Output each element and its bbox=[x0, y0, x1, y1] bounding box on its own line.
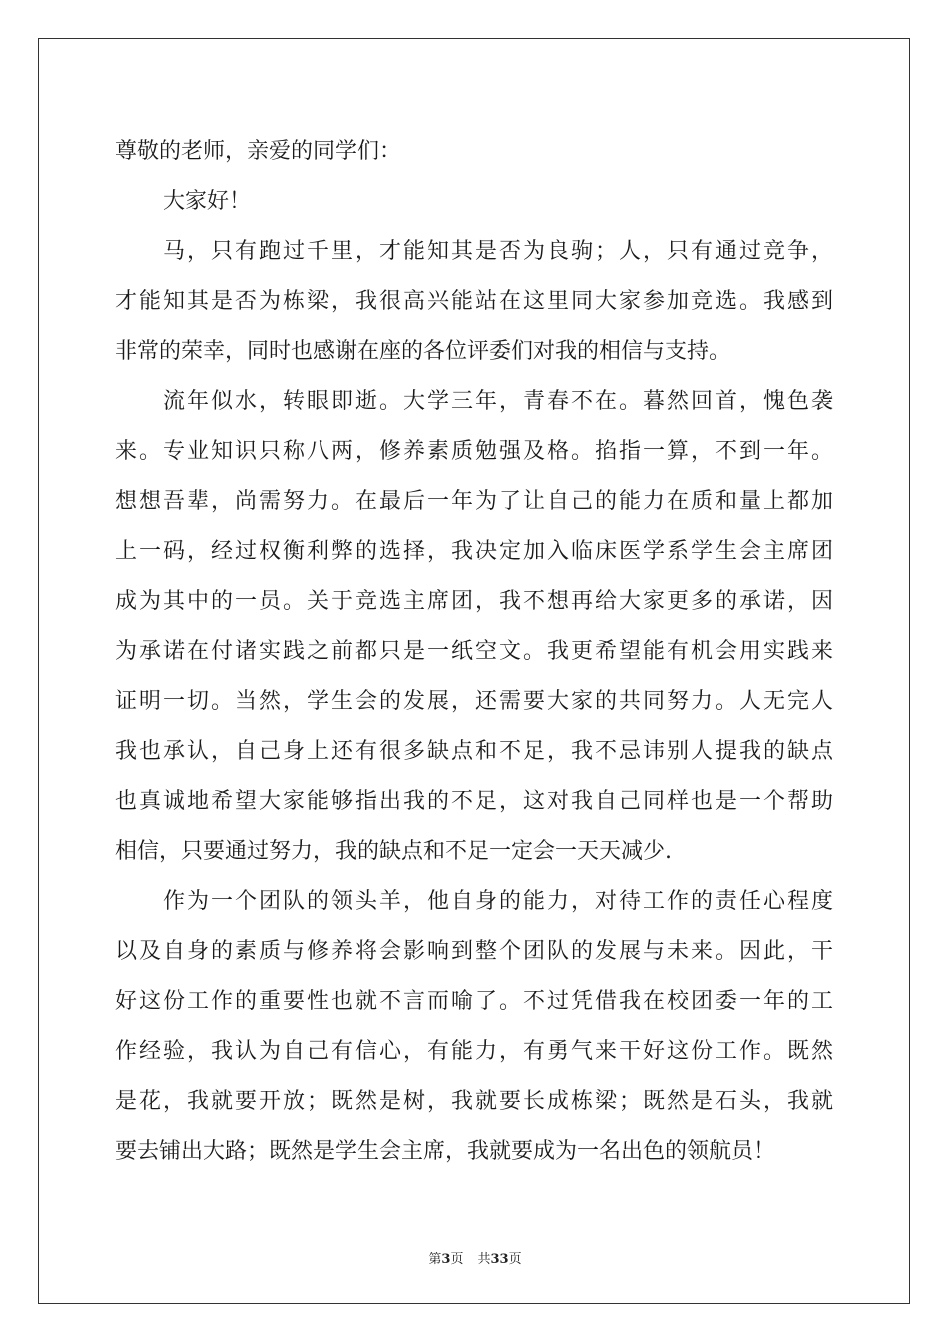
document-body bbox=[115, 127, 833, 1177]
total-suffix: 页 bbox=[508, 1252, 522, 1267]
paragraph-line: 来。专业知识只称八两，修养素质勉强及格。掐指一算，不到一年。 bbox=[115, 439, 833, 464]
paragraph-line: 非常的荣幸，同时也感谢在座的各位评委们对我的相信与支持。 bbox=[115, 339, 732, 364]
paragraph-line: 也真诚地希望大家能够指出我的不足，这对我自己同样也是一个帮助 bbox=[115, 789, 833, 814]
paragraph-line: 作为一个团队的领头羊，他自身的能力，对待工作的责任心程度 bbox=[163, 889, 833, 914]
paragraph-line: 才能知其是否为栋梁，我很高兴能站在这里同大家参加竞选。我感到 bbox=[115, 289, 833, 314]
total-prefix: 共 bbox=[477, 1252, 491, 1267]
page-number: 3 bbox=[441, 1252, 451, 1267]
paragraph-line: 证明一切。当然，学生会的发展，还需要大家的共同努力。人无完人 bbox=[115, 689, 833, 714]
paragraph-line: 成为其中的一员。关于竞选主席团，我不想再给大家更多的承诺，因 bbox=[115, 589, 833, 614]
total-pages: 33 bbox=[490, 1252, 509, 1267]
paragraph-line: 大家好！ bbox=[163, 189, 252, 214]
salutation: 尊敬的老师，亲爱的同学们： bbox=[115, 139, 402, 164]
paragraph-line: 马，只有跑过千里，才能知其是否为良驹；人，只有通过竞争， bbox=[163, 239, 833, 264]
paragraph-line: 要去铺出大路；既然是学生会主席，我就要成为一名出色的领航员！ bbox=[115, 1139, 776, 1164]
paragraph-line: 为承诺在付诸实践之前都只是一纸空文。我更希望能有机会用实践来 bbox=[115, 639, 833, 664]
paragraph-line: 相信，只要通过努力，我的缺点和不足一定会一天天减少. bbox=[115, 839, 672, 864]
paragraph-line: 想想吾辈，尚需努力。在最后一年为了让自己的能力在质和量上都加 bbox=[115, 489, 833, 514]
paragraph-line: 上一码，经过权衡利弊的选择，我决定加入临床医学系学生会主席团 bbox=[115, 539, 833, 564]
paragraph-line: 是花，我就要开放；既然是树，我就要长成栋梁；既然是石头，我就 bbox=[115, 1089, 833, 1114]
paragraph-line: 以及自身的素质与修养将会影响到整个团队的发展与未来。因此，干 bbox=[115, 939, 833, 964]
page-footer bbox=[0, 1248, 950, 1267]
page-suffix: 页 bbox=[450, 1252, 464, 1267]
paragraph-line: 流年似水，转眼即逝。大学三年，青春不在。暮然回首，愧色袭 bbox=[163, 389, 833, 414]
paragraph-line: 我也承认，自己身上还有很多缺点和不足，我不忌讳别人提我的缺点 bbox=[115, 739, 833, 764]
page-prefix: 第 bbox=[428, 1252, 442, 1267]
paragraph-line: 好这份工作的重要性也就不言而喻了。不过凭借我在校团委一年的工 bbox=[115, 989, 833, 1014]
paragraph-line: 作经验，我认为自己有信心，有能力，有勇气来干好这份工作。既然 bbox=[115, 1039, 833, 1064]
